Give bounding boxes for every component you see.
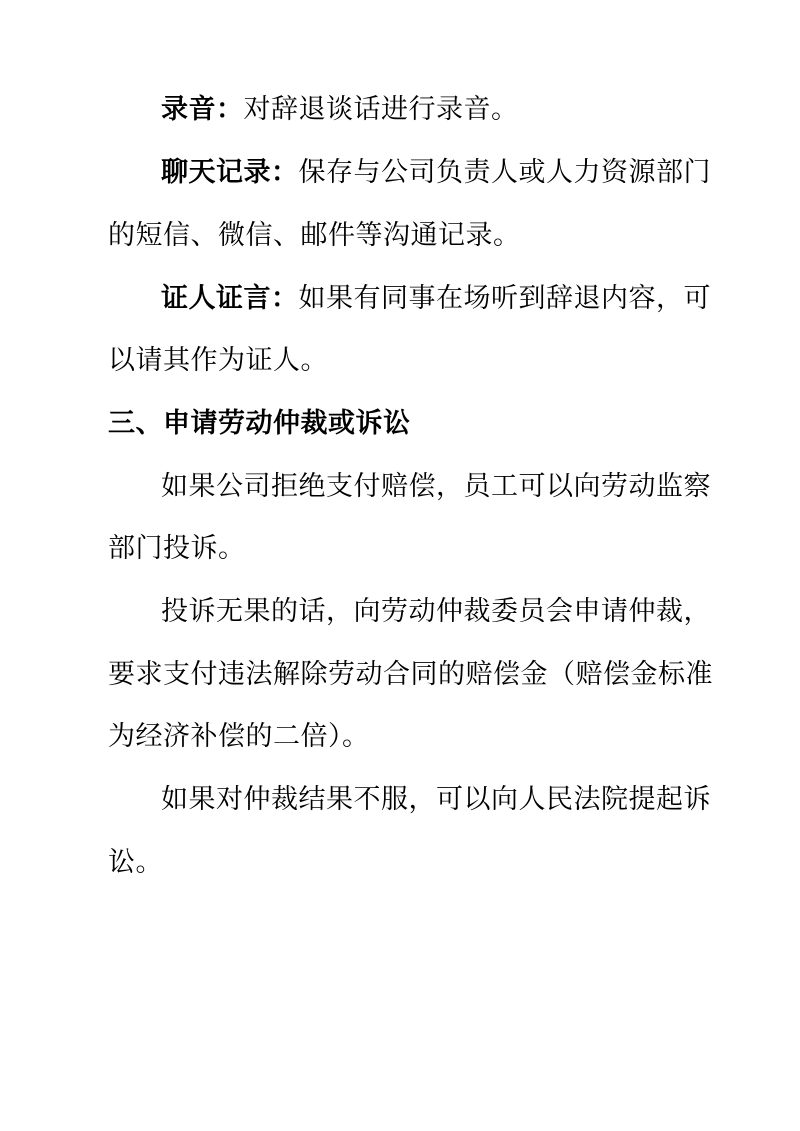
paragraph-line: 要求支付违法解除劳动合同的赔偿金（赔偿金标准 xyxy=(108,659,713,690)
item-text: 保存与公司负责人或人力资源部门 xyxy=(298,157,711,188)
paragraph-line: 部门投诉。 xyxy=(108,533,246,564)
item-text: 对辞退谈话进行录音。 xyxy=(243,94,519,125)
chat-record-continuation: 的短信、微信、邮件等沟通记录。 xyxy=(108,220,521,251)
paragraph-line: 投诉无果的话，向劳动仲裁委员会申请仲裁， xyxy=(161,596,711,627)
item-text: 如果有同事在场听到辞退内容，可 xyxy=(298,283,711,314)
item-label: 录音： xyxy=(161,94,244,125)
paragraph-line: 如果公司拒绝支付赔偿，员工可以向劳动监察 xyxy=(161,471,711,502)
item-label: 聊天记录： xyxy=(161,157,299,188)
chat-record-item xyxy=(161,155,711,191)
paragraph-line: 如果对仲裁结果不服，可以向人民法院提起诉 xyxy=(161,784,711,815)
paragraph-line: 为经济补偿的二倍）。 xyxy=(108,721,370,752)
recording-item xyxy=(161,92,698,128)
paragraph-line: 讼。 xyxy=(108,847,163,878)
item-label: 证人证言： xyxy=(161,283,299,314)
witness-continuation: 以请其作为证人。 xyxy=(108,345,328,376)
section-heading: 三、申请劳动仲裁或诉讼 xyxy=(108,408,411,439)
witness-item xyxy=(161,281,711,317)
